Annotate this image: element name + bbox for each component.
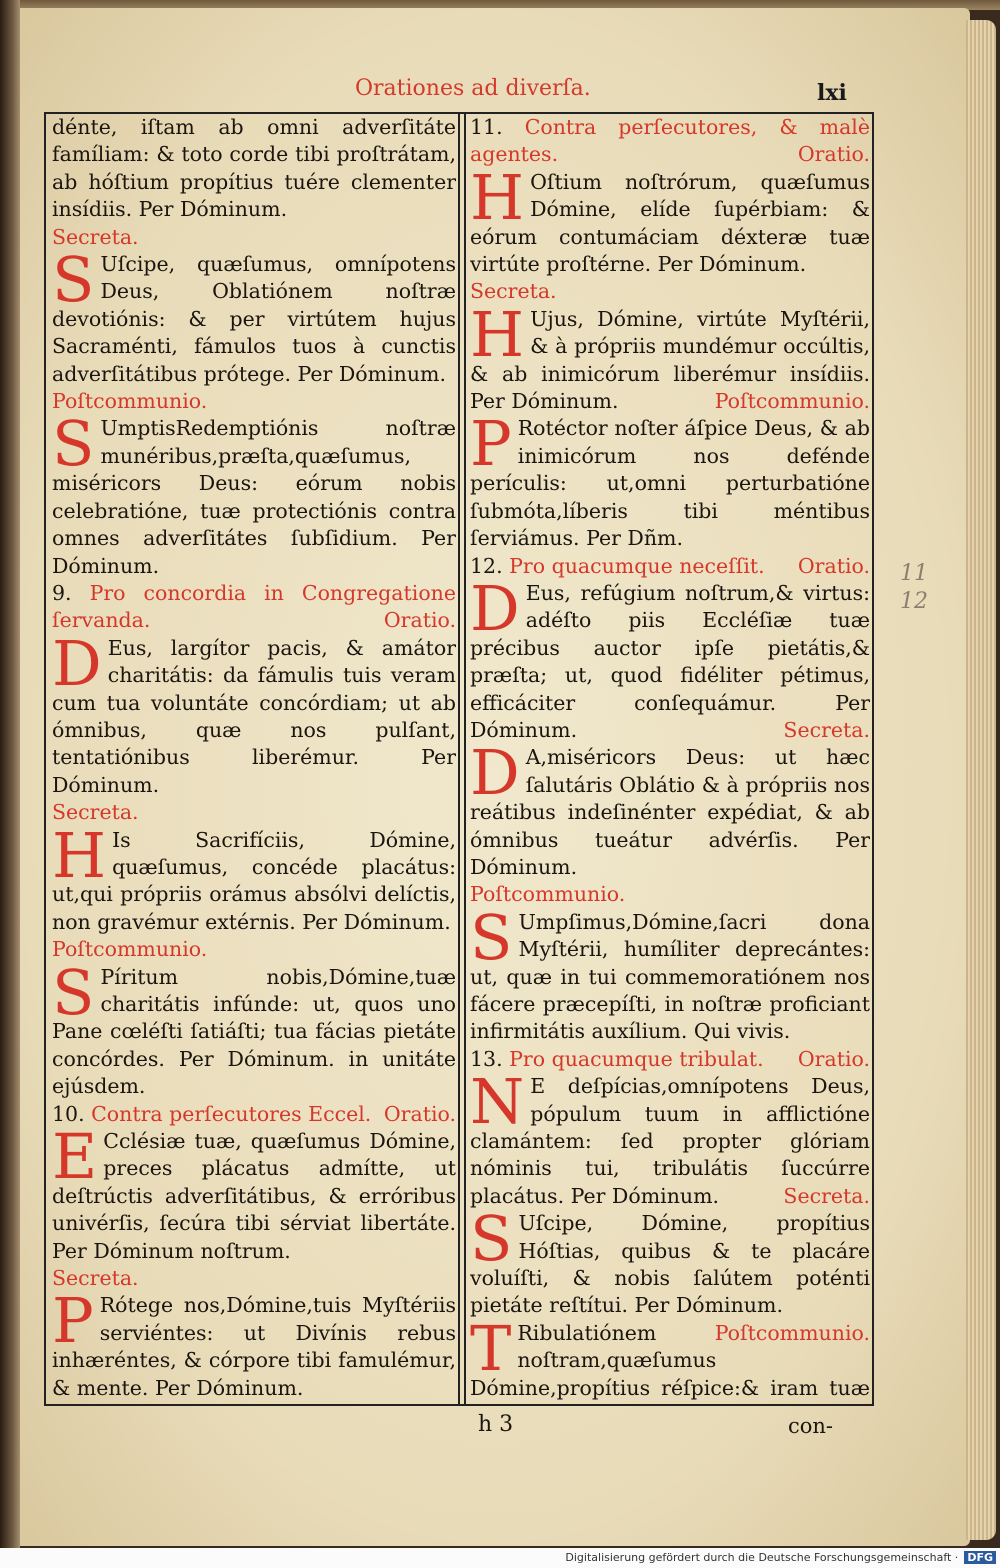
section-number: 11. bbox=[470, 115, 525, 139]
prayer-paragraph bbox=[52, 1120, 456, 1265]
inline-rubric: Secreta. bbox=[783, 717, 870, 742]
prayer-paragraph bbox=[470, 1202, 870, 1345]
prayer-paragraph bbox=[470, 900, 870, 1046]
prayer-paragraph bbox=[470, 407, 870, 552]
book-spine bbox=[0, 0, 20, 1568]
prayer-paragraph bbox=[52, 407, 456, 579]
section-heading bbox=[52, 580, 456, 635]
prayer-paragraph bbox=[470, 160, 870, 279]
prayer-text: Uſcipe, Dómine, propítius Hóſtias, quibus & te placáre voluíſti, & nobis ſalútem poténti pietáte reſtítui. Per Dóminum. bbox=[470, 1211, 870, 1318]
rule-middle-2 bbox=[464, 112, 466, 1404]
drop-capital: D bbox=[52, 626, 102, 700]
drop-capital: T bbox=[470, 1311, 512, 1385]
prayer-text: Eus, refúgium noſtrum,& virtus: adéſto piis Eccléſiæ tuæ précibus auctor ipſe pietátis,& præſta; ut, quod fidéliter pétimus, efficáciter conſequámur. Per Dóminum. bbox=[470, 580, 870, 742]
footer-text: Digitalisierung gefördert durch die Deutsche Forschungsgemeinschaft · bbox=[565, 1551, 959, 1564]
prayer-text: Uſcipe, quæſumus, omnípotens Deus, Oblatiónem noſtræ devotiónis: & per virtútem hujus Sacraménti, fámulos tuos à cunctis adverſitátibus prótege. Per Dóminum. bbox=[52, 252, 456, 386]
prayer-paragraph bbox=[52, 955, 456, 1101]
prayer-text: E deſpícias,omnípotens Deus, pópulum tuum in afflictióne clamántem: ſed propter glóriam nóminis tui, tribulátis ſuccúrre placátus. Per Dóminum. bbox=[470, 1074, 870, 1208]
prayer-text: Is Sacrifíciis, Dómine, quæſumus, concéde placátus: ut,qui própriis orámus absólvi delíctis, non gravémur extérnis. Per Dóminum. bbox=[52, 827, 456, 934]
rubric-heading: Poſtcommunio. bbox=[52, 389, 208, 414]
prayer-paragraph bbox=[52, 243, 456, 388]
signature-mark: h 3 bbox=[478, 1412, 514, 1437]
left-column bbox=[52, 114, 456, 1400]
prayer-paragraph bbox=[470, 736, 870, 881]
drop-capital: N bbox=[470, 1065, 525, 1139]
footer-bar bbox=[0, 1548, 1000, 1568]
drop-capital: S bbox=[52, 407, 95, 481]
prayer-text: UmptisRedemptiónis noſtræ munéribus,præſta,quæſumus, miséricors Deus: eórum nobis celebratióne, tuæ protectiónis contra omnes adverſitátes ſubſidium. Per Dóminum. bbox=[52, 416, 456, 578]
prayer-text: A,miséricors Deus: ut hæc ſalutáris Oblátio & à própriis nos reátibus indeſinénter expédiat, & ab ómnibus tueátur advérſis. Per Dóminum. bbox=[470, 745, 870, 879]
drop-capital: H bbox=[470, 160, 525, 234]
section-number: 13. bbox=[470, 1046, 510, 1071]
pencil-note bbox=[900, 560, 928, 616]
prayer-text: Rotéctor noſter áſpice Deus, & ab inimicórum nos defénde perículis: ut,omni perturbatióne ſubmóta,líberis tibi méntibus ſerviámus. Per Dñm. bbox=[470, 416, 870, 551]
page-edges bbox=[966, 20, 996, 1540]
rule-right bbox=[872, 112, 874, 1404]
drop-capital: S bbox=[470, 1202, 513, 1276]
drop-capital: D bbox=[470, 736, 520, 810]
prayer-paragraph bbox=[470, 1065, 870, 1210]
drop-capital: H bbox=[470, 297, 525, 371]
prayer-paragraph bbox=[52, 114, 456, 224]
prayer-text: Ujus, Dómine, virtúte Myſtérii, & à própriis mundémur occúltis, & ab inimicórum liberémur insídiis. Per Dóminum. bbox=[470, 306, 870, 414]
inline-rubric: Secreta. bbox=[783, 1183, 870, 1208]
section-label: Oratio. bbox=[383, 608, 456, 633]
drop-capital: S bbox=[52, 955, 95, 1029]
section-title: Contra perſecutores, & malè agentes. bbox=[470, 115, 870, 167]
section-title: Pro quacumque neceſſit. bbox=[509, 553, 765, 578]
drop-capital: E bbox=[52, 1120, 98, 1194]
pencil-note-line: 11 bbox=[900, 561, 928, 586]
section-title: Pro concordia in Congregatione ſervanda. bbox=[52, 580, 456, 633]
section-number: 9. bbox=[52, 580, 90, 605]
section-title: Contra perſecutores Eccel. bbox=[91, 1101, 372, 1126]
right-column bbox=[470, 114, 870, 1400]
prayer-text: Ribulatiónem noſtram,quæſumus Dómine,propítius réſpice:& iram tuæ bbox=[470, 1320, 870, 1400]
running-title: Orationes ad diverſa. bbox=[355, 76, 591, 101]
inline-rubric: Poſtcommunio. bbox=[714, 1320, 870, 1345]
drop-capital: D bbox=[470, 571, 520, 645]
rubric-heading: Poſtcommunio. bbox=[52, 937, 208, 962]
rubric-heading: Secreta. bbox=[52, 800, 139, 825]
rubric-heading: Secreta. bbox=[470, 279, 557, 304]
prayer-paragraph bbox=[52, 1284, 456, 1400]
drop-capital: H bbox=[52, 818, 107, 892]
pencil-note-line: 12 bbox=[900, 589, 928, 614]
dfg-logo: DFG bbox=[964, 1551, 996, 1564]
drop-capital: P bbox=[52, 1284, 94, 1358]
prayer-text: Píritum nobis,Dómine,tuæ charitátis infúnde: ut, quos uno Pane cœléſti ſatiáſti; tua fácias pietáte concórdes. Per Dóminum. in unitáte ejúsdem. bbox=[52, 964, 456, 1099]
rubric-heading: Secreta. bbox=[52, 1266, 139, 1291]
prayer-text: Oſtium noſtrórum, quæſumus Dómine, elíde ſupérbiam: & eórum contumáciam déxteræ tuæ virtúte proſtérne. Per Dóminum. bbox=[470, 169, 870, 277]
prayer-paragraph bbox=[470, 571, 870, 744]
prayer-paragraph bbox=[52, 626, 456, 799]
prayer-text: Eus, largítor pacis, & amátor charitátis: da fámulis tuis veram cum tua voluntáte concórdiam; ut ab ómnibus, quæ nos pulſant, tentatiónibus liberémur. Per Dóminum. bbox=[52, 635, 456, 797]
prayer-text: Rótege nos,Dómine,tuis Myſtériis serviéntes: ut Divínis rebus inhæréntes, & córpore tibi famulémur, & mente. Per Dóminum. bbox=[52, 1293, 456, 1400]
section-heading bbox=[470, 553, 870, 580]
section-label: Oratio. bbox=[383, 1101, 456, 1126]
section-title: Pro quacumque tribulat. bbox=[509, 1046, 764, 1071]
section-label: Oratio. bbox=[797, 553, 870, 578]
prayer-text: dénte, iſtam ab omni adverſitáte famíliam: & toto corde tibi proſtrátam, ab hóſtium propítius tuére clementer insídiis. Per Dóminum. bbox=[52, 115, 456, 222]
section-heading bbox=[470, 1046, 870, 1073]
prayer-paragraph bbox=[52, 818, 456, 937]
catchword: con- bbox=[788, 1414, 834, 1438]
folio-number: lxi bbox=[817, 80, 847, 106]
rubric-heading: Secreta. bbox=[52, 224, 139, 249]
prayer-text: Cclésiæ tuæ, quæſumus Dómine, preces plácatus admítte, ut deſtrúctis adverſitátibus, & erróribus univérſis, ſecúra tibi sérviat libertáte. Per Dóminum noſtrum. bbox=[52, 1129, 456, 1263]
inline-rubric: Poſtcommunio. bbox=[714, 389, 870, 414]
section-heading bbox=[470, 114, 870, 169]
section-label: Oratio. bbox=[797, 142, 870, 167]
section-number: 10. bbox=[52, 1101, 92, 1126]
prayer-paragraph bbox=[470, 297, 870, 416]
drop-capital: S bbox=[470, 900, 513, 974]
drop-capital: S bbox=[52, 243, 95, 317]
rule-middle bbox=[458, 112, 460, 1404]
rubric-heading: Poſtcommunio. bbox=[470, 882, 626, 907]
section-number: 12. bbox=[470, 553, 510, 578]
section-heading bbox=[52, 1101, 456, 1128]
drop-capital: P bbox=[470, 407, 512, 481]
section-label: Oratio. bbox=[797, 1046, 870, 1071]
prayer-text: Umpſimus,Dómine,ſacri dona Myſtérii, humíliter deprecántes: ut, quæ in tui commemoratiónem nos fácere præcepíſti, in noſtræ proficiant infirmitátis auxílium. Qui vivis. bbox=[470, 909, 870, 1044]
rule-left bbox=[44, 112, 46, 1404]
